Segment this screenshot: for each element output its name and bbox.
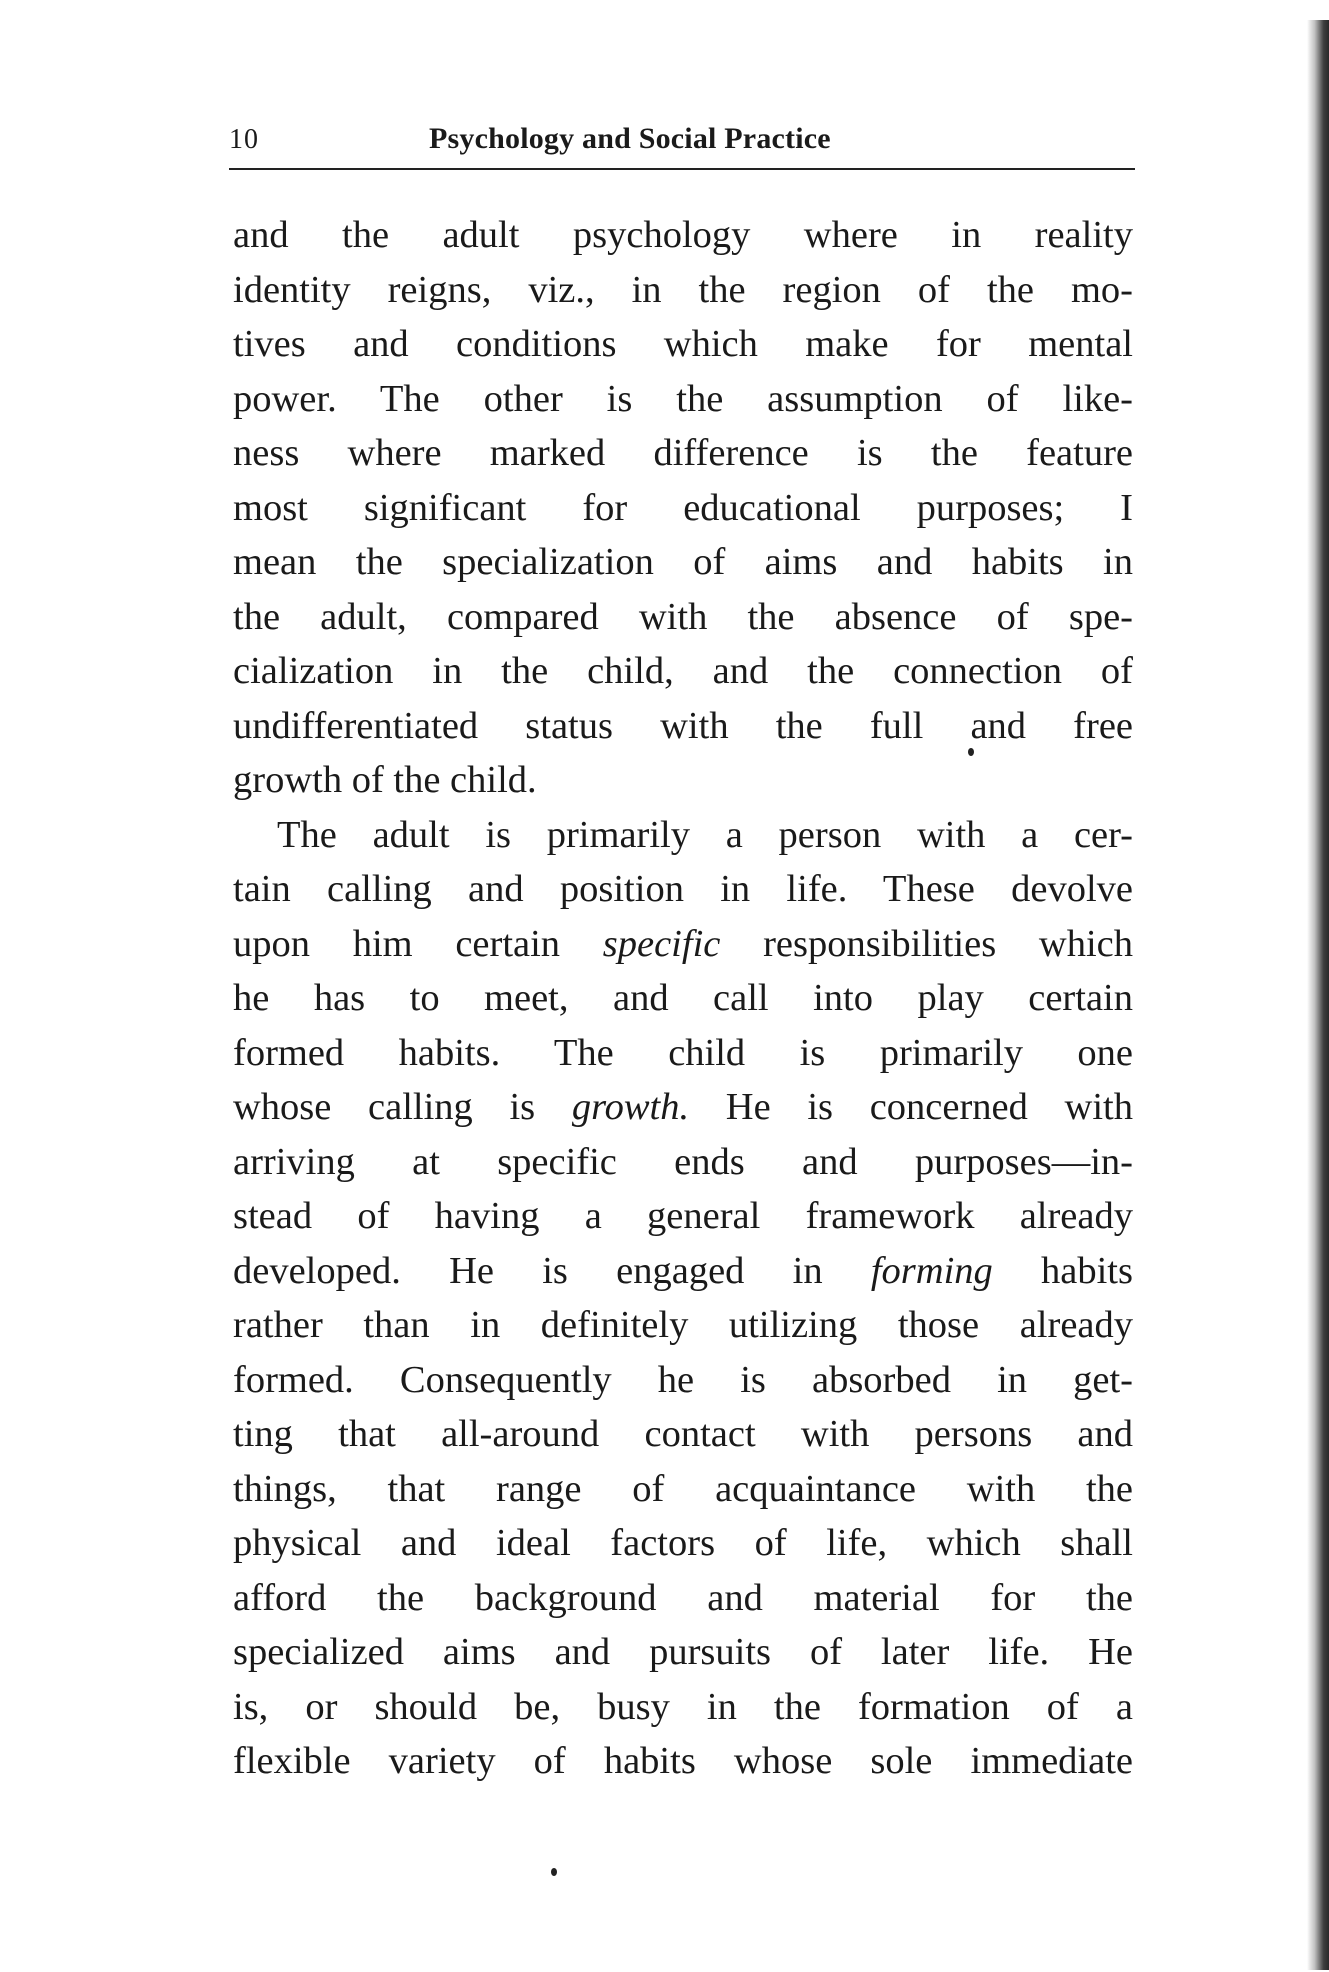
text-line: physical and ideal factors of life, which shall — [233, 1522, 1133, 1564]
text-run: whose calling is — [233, 1086, 572, 1128]
page-number: 10 — [229, 124, 259, 155]
body-text — [233, 208, 1133, 1789]
page-header — [229, 118, 1135, 170]
text-line: formed habits. The child is primarily one — [233, 1031, 1133, 1074]
text-line: identity reigns, viz., in the region of the mo- — [233, 268, 1133, 311]
text-line: flexible variety of habits whose sole immediate — [233, 1740, 1133, 1782]
text-line: growth of the child. — [233, 759, 537, 801]
text-line: power. The other is the assumption of like- — [233, 377, 1133, 420]
text-run: responsibilities which — [720, 922, 1133, 965]
text-line: things, that range of acquaintance with the — [233, 1467, 1133, 1510]
text-line: tives and conditions which make for mental — [233, 323, 1133, 365]
scan-speck — [968, 748, 974, 756]
italic-word: specific — [602, 922, 721, 965]
text-line: afford the background and material for the — [233, 1576, 1133, 1619]
running-title: Psychology and Social Practice — [429, 122, 831, 155]
text-line — [233, 1080, 1133, 1135]
scan-speck — [551, 1868, 557, 1876]
italic-word: forming — [870, 1249, 993, 1292]
scan-spine-shadow — [1307, 20, 1329, 1970]
text-run: He is concerned with — [689, 1086, 1133, 1128]
text-line — [233, 1244, 1133, 1299]
text-line: formed. Consequently he is absorbed in get- — [233, 1358, 1133, 1401]
text-run: habits — [992, 1249, 1133, 1292]
text-run: upon him certain — [233, 922, 603, 965]
text-line: and the adult psychology where in reality — [233, 214, 1133, 256]
text-line: cialization in the child, and the connection of — [233, 650, 1133, 692]
text-line: most significant for educational purposes; I — [233, 486, 1133, 529]
text-line: specialized aims and pursuits of later life. He — [233, 1631, 1133, 1673]
text-line: ness where marked difference is the feature — [233, 432, 1133, 474]
text-line: arriving at specific ends and purposes—in- — [233, 1140, 1133, 1183]
text-line: The adult is primarily a person with a cer- — [277, 813, 1133, 856]
text-run: developed. He is engaged in — [233, 1249, 871, 1292]
text-line: is, or should be, busy in the formation of a — [233, 1685, 1133, 1728]
italic-word: growth. — [571, 1086, 690, 1128]
text-line: stead of having a general framework already — [233, 1195, 1133, 1237]
text-line — [233, 917, 1133, 972]
text-line: ting that all-around contact with persons and — [233, 1413, 1133, 1455]
text-line: he has to meet, and call into play certain — [233, 977, 1133, 1019]
text-line: mean the specialization of aims and habits in — [233, 541, 1133, 583]
text-line: tain calling and position in life. These devolve — [233, 868, 1133, 910]
text-line: rather than in definitely utilizing those already — [233, 1304, 1133, 1346]
text-line: the adult, compared with the absence of spe- — [233, 595, 1133, 638]
text-line: undifferentiated status with the full and free — [233, 704, 1133, 747]
